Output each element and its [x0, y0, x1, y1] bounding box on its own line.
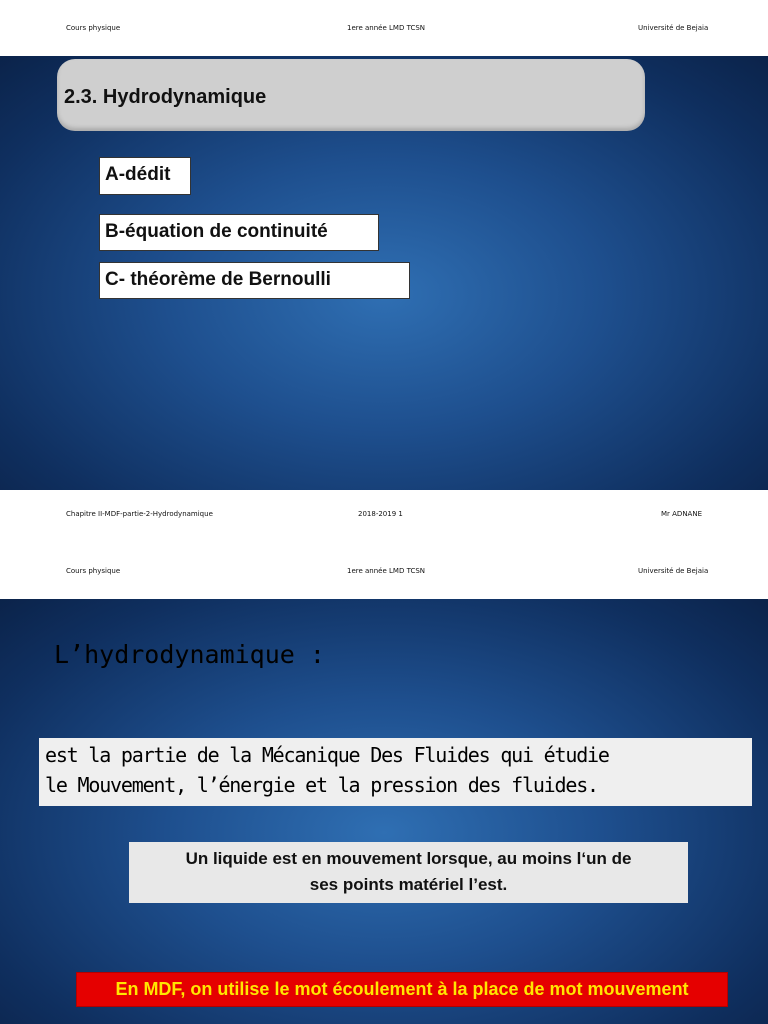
definition-box	[39, 738, 752, 806]
header-university-label: Université de Bejaia	[638, 567, 709, 575]
note-line-2: ses points matériel l’est.	[309, 875, 508, 894]
footer-year-page-label: 2018-2019 1	[358, 510, 403, 518]
outline-item-a: A-dédit	[99, 157, 191, 195]
page1-footer	[0, 506, 768, 526]
slide-hydrodynamique-outline	[0, 56, 768, 490]
slide-title-banner	[57, 59, 645, 131]
definition-line-1: est la partie de la Mécanique Des Fluides qui étudie	[45, 743, 609, 767]
header-level-label: 1ere année LMD TCSN	[347, 24, 426, 32]
page2-header	[0, 563, 768, 583]
note-line-1: Un liquide est en mouvement lorsque, au moins l‘un de	[185, 849, 632, 868]
definition-line-2: le Mouvement, l’énergie et la pression des fluides.	[45, 773, 598, 797]
header-course-label: Cours physique	[66, 567, 121, 575]
outline-item-c: C- théorème de Bernoulli	[99, 262, 410, 299]
slide-title: 2.3. Hydrodynamique	[64, 86, 267, 108]
header-course-label: Cours physique	[66, 24, 121, 32]
header-university-label: Université de Bejaia	[638, 24, 709, 32]
slide-hydrodynamique-definition	[0, 599, 768, 1024]
note-box	[129, 842, 688, 903]
page1-header	[0, 20, 768, 40]
outline-item-b: B-équation de continuité	[99, 214, 379, 251]
highlight-banner: En MDF, on utilise le mot écoulement à la place de mot mouvement	[76, 972, 728, 1007]
slide-title: L’hydrodynamique :	[54, 640, 325, 669]
header-level-label: 1ere année LMD TCSN	[347, 567, 426, 575]
footer-author-label: Mr ADNANE	[661, 510, 703, 518]
footer-chapter-label: Chapitre II-MDF-partie-2-Hydrodynamique	[66, 510, 213, 518]
